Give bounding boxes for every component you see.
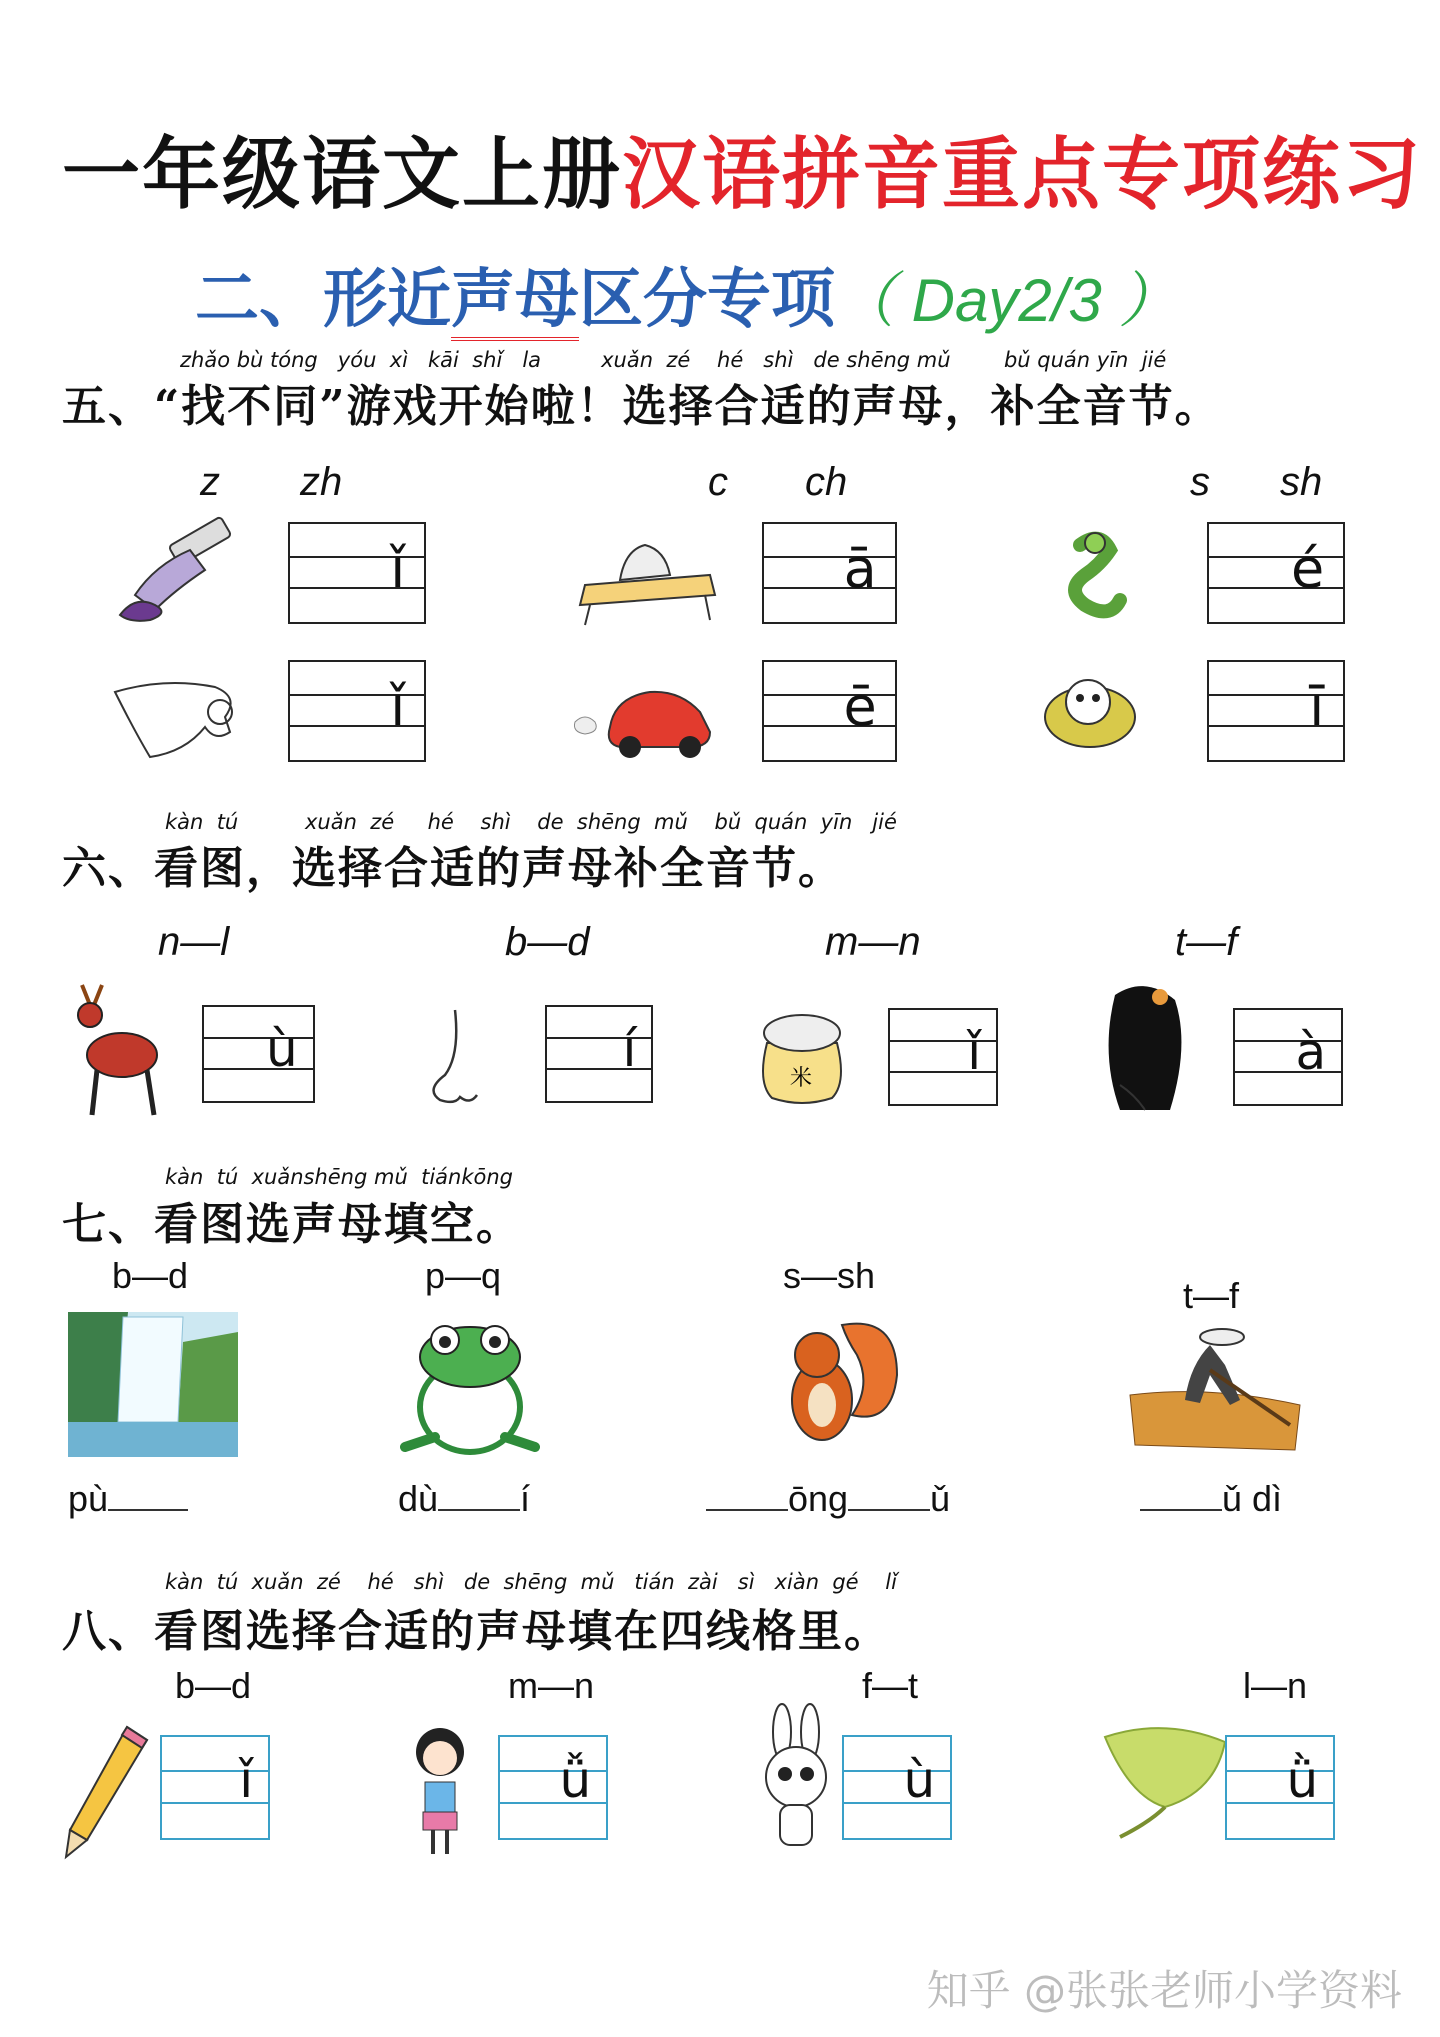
fill-line-7-1[interactable] [68, 1478, 188, 1520]
section8-heading: 八、看图选择合适的声母填在四线格里。 [62, 1606, 890, 1657]
vowel-label: ǐ [390, 536, 406, 600]
frog-icon [395, 1312, 545, 1457]
option-s: s [1190, 460, 1210, 504]
squirrel-icon [772, 1305, 902, 1460]
vowel-label: ǜ [1286, 1751, 1319, 1810]
rice-bag-icon [752, 1003, 852, 1108]
nose-icon [415, 1005, 495, 1110]
vowel-label: ǐ [390, 674, 406, 738]
section6-pinyin: kàn tú xuǎn zé hé shì de shēng mǔ bǔ quán yīn jié [165, 810, 897, 834]
svg-text:米: 米 [790, 1066, 813, 1091]
wiping-table-icon [570, 530, 720, 625]
car-icon [570, 672, 720, 757]
ginkgo-leaf-icon [1095, 1722, 1230, 1842]
paint-tube-icon [115, 525, 245, 625]
grid-box-8-4[interactable] [1225, 1735, 1335, 1840]
farmer-icon [1130, 1325, 1300, 1455]
fill-line-7-4[interactable] [1140, 1478, 1282, 1520]
grid-box-5-3[interactable] [762, 522, 897, 624]
blank[interactable] [438, 1481, 520, 1511]
vowel-label: ǐ [239, 1751, 254, 1810]
page-title: 一年级语文上册汉语拼音重点专项练习 [62, 129, 1423, 220]
paper-scroll-icon [105, 672, 245, 762]
grid-box-8-1[interactable] [160, 1735, 270, 1840]
fill-prefix: pù [68, 1478, 109, 1519]
vowel-label: ǚ [559, 1751, 592, 1810]
vowel-label: ǐ [967, 1022, 982, 1081]
vowel-label: ù [903, 1751, 936, 1810]
section7-pinyin: kàn tú xuǎnshēng mǔ tiánkōng [165, 1165, 513, 1189]
option-n-l: n—l [158, 920, 230, 964]
fill-suffix: ǔ [930, 1478, 951, 1519]
option-b-d-7: b—d [112, 1255, 189, 1296]
vowel-label: ù [266, 1019, 298, 1078]
blank[interactable] [1140, 1481, 1222, 1511]
lion-icon [1040, 662, 1140, 757]
option-zh: zh [300, 460, 343, 504]
blank[interactable] [848, 1481, 930, 1511]
fill-suffix: ǔ dì [1222, 1478, 1283, 1519]
fill-prefix: dù [398, 1478, 439, 1519]
grid-box-5-5[interactable] [1207, 522, 1345, 624]
option-b-d: b—d [505, 920, 590, 964]
option-b-d-8: b—d [175, 1665, 252, 1706]
girl-hair-icon [1095, 975, 1195, 1115]
fill-line-7-2[interactable] [398, 1478, 530, 1520]
waterfall-icon [68, 1312, 238, 1457]
fill-line-7-3[interactable] [706, 1478, 950, 1520]
option-z: z [200, 460, 220, 504]
snake-icon [1040, 525, 1140, 625]
option-sh: sh [1280, 460, 1323, 504]
vowel-label: í [622, 1019, 637, 1078]
vowel-label: ī [1309, 674, 1325, 738]
grid-box-8-3[interactable] [842, 1735, 952, 1840]
grid-box-5-4[interactable] [762, 660, 897, 762]
option-l-n: l—n [1243, 1665, 1308, 1706]
option-m-n-8: m—n [508, 1665, 595, 1706]
grid-box-6-3[interactable] [888, 1008, 998, 1106]
option-p-q: p—q [425, 1255, 502, 1296]
option-ch: ch [805, 460, 848, 504]
section8-pinyin: kàn tú xuǎn zé hé shì de shēng mǔ tián zài sì xiàn gé lǐ [165, 1570, 897, 1594]
page-subtitle: 二、形近声母区分专项（ Day2/3 ） [195, 248, 1178, 340]
rabbit-icon [752, 1702, 842, 1852]
watermark: 知乎 @张张老师小学资料 [926, 1966, 1402, 2015]
section6-heading: 六、看图，选择合适的声母补全音节。 [62, 843, 844, 894]
section5-heading: 五、“找不同”游戏开始啦！选择合适的声母，补全音节。 [62, 381, 1221, 432]
grid-box-6-2[interactable] [545, 1005, 653, 1103]
blank[interactable] [706, 1481, 788, 1511]
vowel-label: ē [843, 674, 877, 738]
grid-box-5-2[interactable] [288, 660, 426, 762]
girl-icon [405, 1722, 475, 1862]
blank[interactable] [108, 1481, 188, 1511]
section7-heading: 七、看图选声母填空。 [62, 1199, 522, 1250]
grid-box-6-4[interactable] [1233, 1008, 1343, 1106]
pencil-icon [62, 1722, 152, 1862]
grid-box-5-1[interactable] [288, 522, 426, 624]
deer-icon [62, 980, 172, 1120]
option-t-f-7: t—f [1183, 1275, 1240, 1316]
fill-middle: ōng [788, 1478, 849, 1519]
option-m-n: m—n [825, 920, 921, 964]
grid-box-6-1[interactable] [202, 1005, 315, 1103]
vowel-label: à [1295, 1022, 1327, 1081]
grid-box-5-6[interactable] [1207, 660, 1345, 762]
option-t-f: t—f [1175, 920, 1238, 964]
option-c: c [708, 460, 728, 504]
option-s-sh: s—sh [783, 1255, 876, 1296]
option-f-t: f—t [862, 1665, 919, 1706]
vowel-label: é [1291, 536, 1325, 600]
grid-box-8-2[interactable] [498, 1735, 608, 1840]
section5-pinyin: zhǎo bù tóng yóu xì kāi shǐ la xuǎn zé hé shì de shēng mǔ bǔ quán yīn jié [180, 348, 1167, 372]
fill-suffix: í [520, 1478, 531, 1519]
vowel-label: ā [843, 536, 877, 600]
